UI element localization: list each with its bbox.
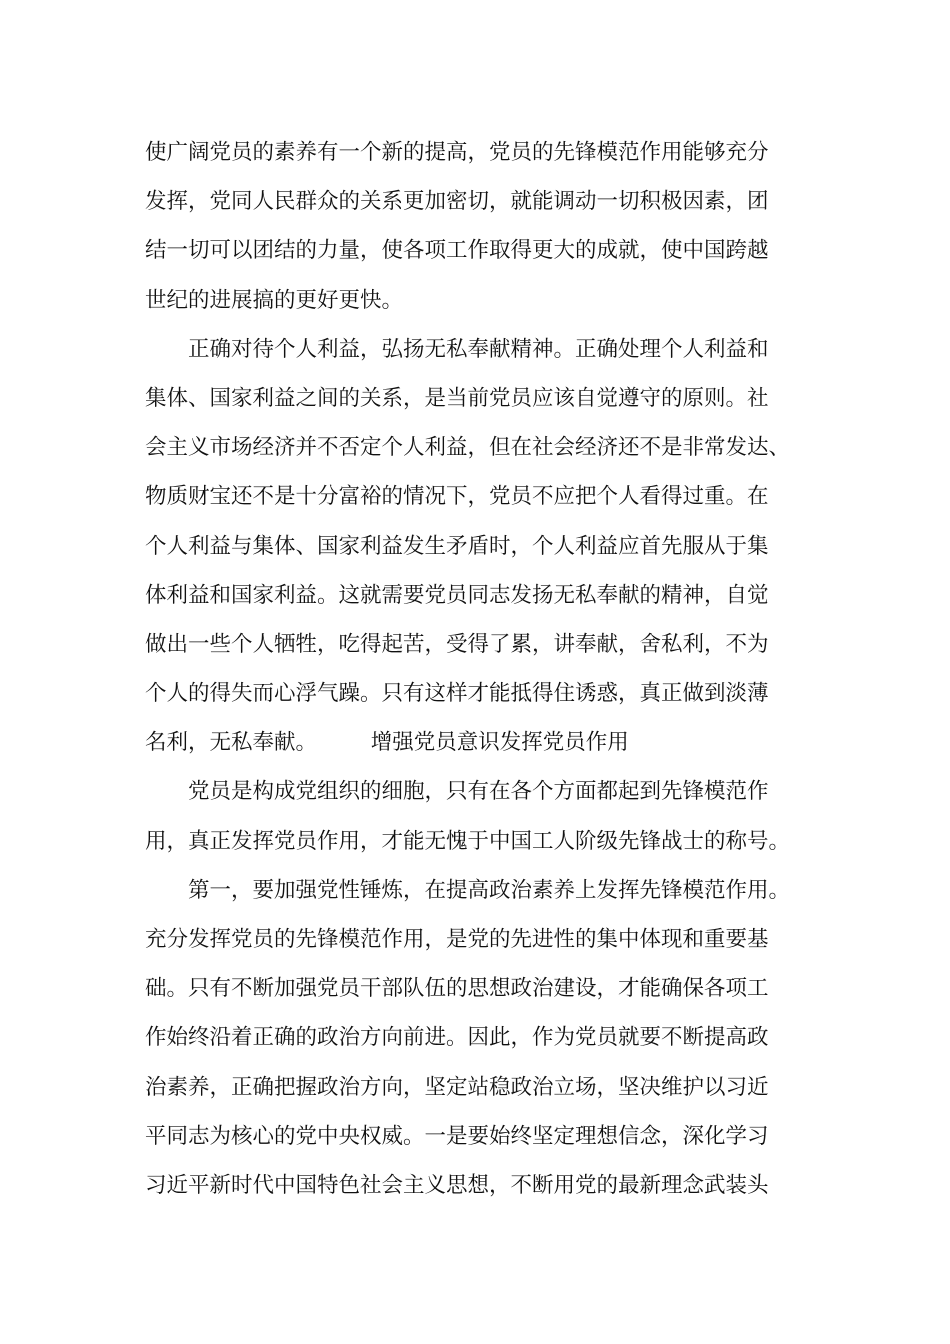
text-line: 发挥，党同人民群众的关系更加密切，就能调动一切积极因素，团: [145, 189, 769, 215]
text-line: 名利，无私奉献。 增强党员意识发挥党员作用: [145, 730, 629, 756]
text-line: 充分发挥党员的先锋模范作用，是党的先进性的集中体现和重要基: [145, 927, 769, 952]
body-text: [145, 128, 825, 1210]
text-line: 物质财宝还不是十分富裕的情况下，党员不应把个人看得过重。在: [145, 484, 769, 510]
text-line: 体利益和国家利益。这就需要党员同志发扬无私奉献的精神，自觉: [145, 582, 769, 608]
text-line: 结一切可以团结的力量，使各项工作取得更大的成就，使中国跨越: [145, 238, 769, 264]
text-line: 集体、国家利益之间的关系，是当前党员应该自觉遵守的原则。社: [145, 385, 769, 411]
text-line: 做出一些个人牺牲，吃得起苦，受得了累，讲奉献，舍私利，不为: [145, 631, 769, 657]
text-line: 使广阔党员的素养有一个新的提高，党员的先锋模范作用能够充分: [145, 140, 769, 165]
text-line: 用，真正发挥党员作用，才能无愧于中国工人阶级先锋战士的称号。: [145, 828, 791, 854]
text-line: 第一，要加强党性锤炼，在提高政治素养上发挥先锋模范作用。: [145, 877, 791, 903]
text-line: 习近平新时代中国特色社会主义思想，不断用党的最新理念武装头: [145, 1172, 769, 1198]
text-line: 础。只有不断加强党员干部队伍的思想政治建设，才能确保各项工: [145, 976, 769, 1002]
text-line: 世纪的进展搞的更好更快。: [145, 287, 404, 313]
text-line: 会主义市场经济并不否定个人利益，但在社会经济还不是非常发达、: [145, 435, 791, 461]
text-line: 党员是构成党组织的细胞，只有在各个方面都起到先锋模范作: [145, 779, 769, 805]
text-line: 平同志为核心的党中央权威。一是要始终坚定理想信念，深化学习: [145, 1123, 769, 1149]
text-line: 治素养，正确把握政治方向，坚定站稳政治立场，坚决维护以习近: [145, 1074, 769, 1100]
text-line: 作始终沿着正确的政治方向前进。因此，作为党员就要不断提高政: [145, 1025, 769, 1051]
text-line: 个人利益与集体、国家利益发生矛盾时，个人利益应首先服从于集: [145, 533, 769, 559]
text-line: 正确对待个人利益，弘扬无私奉献精神。正确处理个人利益和: [145, 336, 769, 362]
text-line: 个人的得失而心浮气躁。只有这样才能抵得住诱惑，真正做到淡薄: [145, 681, 769, 707]
